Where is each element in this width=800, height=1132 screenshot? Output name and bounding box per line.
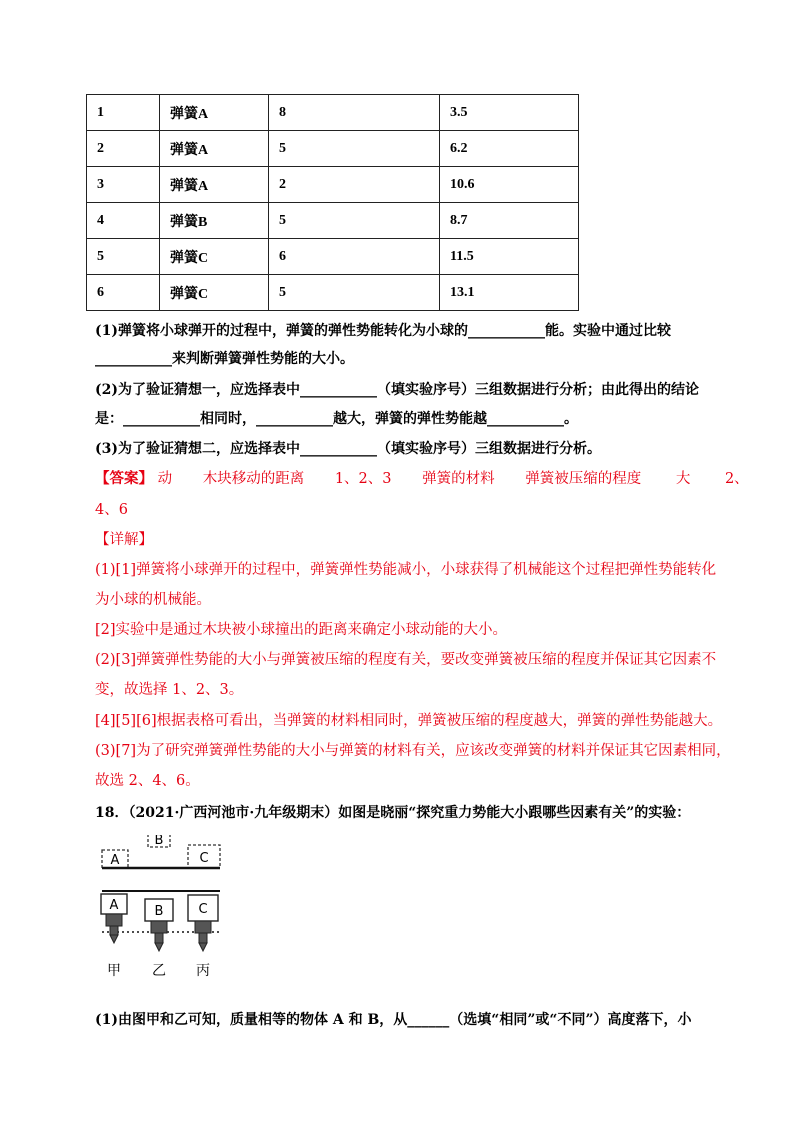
block-label: B — [154, 904, 164, 919]
question-18-part-1: (1)由图甲和乙可知，质量相等的物体 A 和 B，从______（选填“相同”或“不同”）高度落下，小 — [95, 1012, 692, 1028]
table-cell: 弹簧A — [160, 131, 269, 167]
answer-label: 【答案】 — [95, 470, 153, 487]
top-box-label: C — [199, 851, 209, 866]
table-cell: 5 — [269, 203, 440, 239]
table-cell: 1 — [87, 95, 160, 131]
explanation-line: [2]实验中是通过木块被小球撞出的距离来确定小球动能的大小。 — [95, 622, 508, 638]
explanation-line: (1)[1]弹簧将小球弹开的过程中，弹簧弹性势能减小，小球获得了机械能这个过程把弹性势能转化 — [95, 562, 717, 578]
table-cell: 6.2 — [440, 131, 579, 167]
block-label: C — [198, 902, 208, 917]
table-cell: 11.5 — [440, 239, 579, 275]
question-2-line-1: (2)为了验证猜想一，应选择表中___________（填实验序号）三组数据进行分析；由此得出的结论 — [95, 382, 699, 398]
stake-a — [101, 894, 127, 943]
table-cell: 13.1 — [440, 275, 579, 311]
table-cell: 6 — [269, 239, 440, 275]
table-row — [87, 239, 579, 275]
explanation-line: 故选 2、4、6。 — [95, 773, 200, 789]
stake-b — [145, 899, 173, 951]
answer-item: 弹簧被压缩的程度 — [525, 471, 642, 487]
table-cell: 3 — [87, 167, 160, 203]
table-cell: 8.7 — [440, 203, 579, 239]
explanation-line: 变，故选择 1、2、3。 — [95, 682, 244, 698]
stake-label: 甲 — [107, 963, 121, 979]
table-cell: 弹簧A — [160, 167, 269, 203]
block-label: A — [109, 898, 119, 913]
table-cell: 弹簧C — [160, 275, 269, 311]
table-row — [87, 167, 579, 203]
table-cell: 弹簧C — [160, 239, 269, 275]
data-table — [86, 94, 579, 311]
answer-item: 2、 — [724, 471, 749, 487]
question-1-line-1: (1)弹簧将小球弹开的过程中，弹簧的弹性势能转化为小球的___________能。实验中通过比较 — [95, 323, 671, 339]
stake-c — [188, 895, 218, 951]
top-box-label: B — [154, 835, 164, 848]
table-cell: 6 — [87, 275, 160, 311]
question-1-line-2: ___________来判断弹簧弹性势能的大小。 — [95, 351, 354, 367]
answer-item: 木块移动的距离 — [202, 471, 305, 487]
table-cell: 5 — [87, 239, 160, 275]
table-cell: 2 — [87, 131, 160, 167]
table-row — [87, 275, 579, 311]
table-cell: 8 — [269, 95, 440, 131]
table-cell: 5 — [269, 275, 440, 311]
experiment-figure — [96, 835, 236, 985]
table-row — [87, 203, 579, 239]
question-18-title: 18．（2021·广西河池市·九年级期末）如图是晓丽“探究重力势能大小跟哪些因素有关”的实验： — [95, 805, 691, 821]
stake-label: 乙 — [152, 963, 166, 979]
question-2-line-2: 是：___________相同时，___________越大，弹簧的弹性势能越___________。 — [95, 411, 578, 427]
stake-label: 丙 — [196, 963, 210, 979]
explanation-line: (2)[3]弹簧弹性势能的大小与弹簧被压缩的程度有关，要改变弹簧被压缩的程度并保证其它因素不 — [95, 652, 717, 668]
explanation-line: (3)[7]为了研究弹簧弹性势能的大小与弹簧的材料有关，应该改变弹簧的材料并保证其它因素相同， — [95, 743, 731, 759]
question-3-line-1: (3)为了验证猜想二，应选择表中___________（填实验序号）三组数据进行分析。 — [95, 441, 601, 457]
answer-item: 弹簧的材料 — [422, 471, 495, 487]
table-cell: 4 — [87, 203, 160, 239]
top-box-label: A — [110, 853, 120, 868]
explanation-line: 为小球的机械能。 — [95, 592, 211, 608]
table-cell: 5 — [269, 131, 440, 167]
answer-item: 1、2、3 — [334, 471, 392, 487]
table-cell: 2 — [269, 167, 440, 203]
table-row — [87, 95, 579, 131]
table-row — [87, 131, 579, 167]
answer-item: 大 — [675, 471, 691, 487]
table-cell: 3.5 — [440, 95, 579, 131]
answer-line-2: 4、6 — [95, 502, 128, 518]
answer-item: 动 — [157, 471, 173, 487]
answer-line — [95, 469, 749, 489]
explanation-line: [4][5][6]根据表格可看出，当弹簧的材料相同时，弹簧被压缩的程度越大，弹簧的弹性势能越大。 — [95, 713, 723, 729]
table-cell: 10.6 — [440, 167, 579, 203]
table-cell: 弹簧A — [160, 95, 269, 131]
table-cell: 弹簧B — [160, 203, 269, 239]
explanation-label: 【详解】 — [95, 532, 153, 548]
